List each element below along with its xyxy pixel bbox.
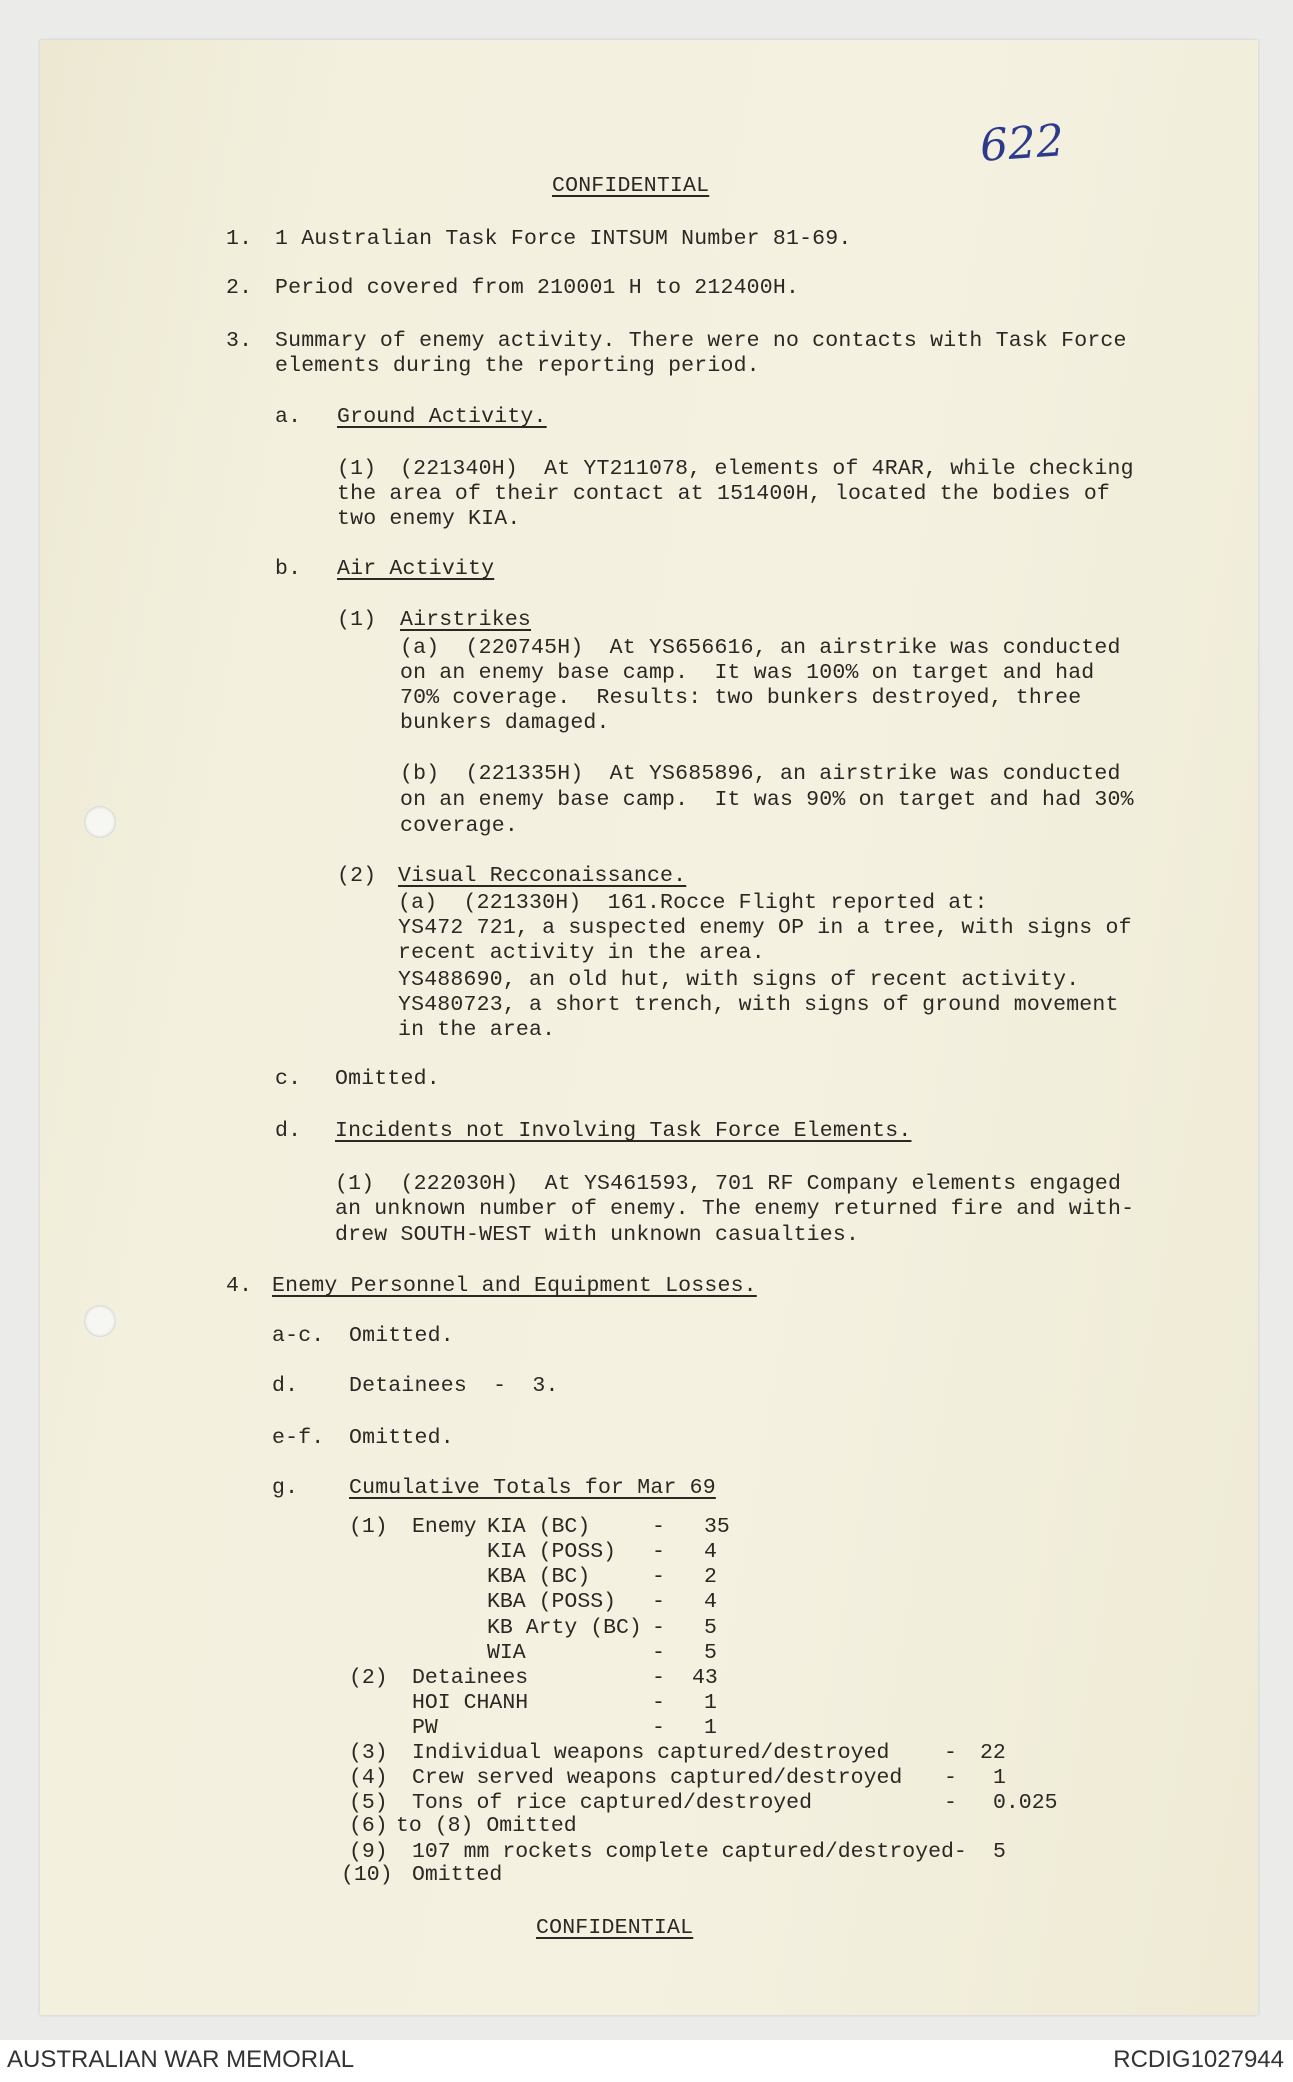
section-a-letter: a. [275,405,302,429]
classification-footer: CONFIDENTIAL [536,1916,694,1940]
totals-row-number: (5) [349,1791,388,1815]
airstrikes-title: Airstrikes [400,608,532,632]
totals-row-dash: - [652,1590,665,1614]
recce-number: (2) [337,864,377,888]
airstrike-b-line: (b) (221335H) At YS685896, an airstrike was conducted [400,762,1121,786]
totals-row-dash: - [652,1691,665,1715]
para-3-line: Summary of enemy activity. There were no contacts with Task Force [275,329,1127,353]
totals-row-number: (9) [349,1840,388,1864]
totals-row-number: (10) [341,1863,393,1887]
totals-row-label: KIA (POSS) [487,1540,617,1564]
airstrikes-number: (1) [337,608,377,632]
section-d-line: (1) (222030H) At YS461593, 701 RF Company elements engaged [335,1172,1122,1196]
section-a-line: (221340H) At YT211078, elements of 4RAR, while checking [400,457,1134,481]
totals-row-value: 1 [993,1766,1006,1790]
totals-row-number: (4) [349,1766,388,1790]
para-4-title: Enemy Personnel and Equipment Losses. [272,1274,757,1298]
totals-row-group: Detainees [412,1666,529,1690]
totals-row-value: 5 [993,1840,1006,1864]
totals-row-value: 5 [704,1641,717,1665]
totals-row-value: 4 [704,1540,717,1564]
totals-row-number: (2) [349,1666,388,1690]
totals-row-value: 5 [704,1616,717,1640]
totals-row-value: 0.025 [993,1791,1058,1815]
totals-row-dash: - [944,1741,957,1765]
airstrike-b-line: on an enemy base camp. It was 90% on target and had 30% [400,788,1134,812]
totals-row-label: Tons of rice captured/destroyed [412,1791,812,1815]
totals-row-value: 22 [980,1741,1006,1765]
totals-row-number: (3) [349,1741,388,1765]
recce-line: YS480723, a short trench, with signs of ground movement [398,993,1119,1017]
totals-row-dash: - [944,1766,957,1790]
punch-hole [84,806,116,838]
totals-row-dash: - [652,1716,665,1740]
totals-row-number: (6) [349,1814,388,1838]
para-1-text: 1 Australian Task Force INTSUM Number 81-69. [275,227,852,251]
airstrike-a-line: 70% coverage. Results: two bunkers destroyed, three [400,686,1082,710]
recce-line: YS472 721, a suspected enemy OP in a tree, with signs of [398,916,1132,940]
totals-row-dash: - [652,1616,665,1640]
section-d-letter: d. [275,1119,302,1143]
para-4-g-letter: g. [272,1476,299,1500]
totals-row-value: 43 [692,1666,718,1690]
airstrike-a-line: bunkers damaged. [400,711,610,735]
totals-row-dash: - [652,1540,665,1564]
para-4-d-letter: d. [272,1374,299,1398]
punch-hole [84,1305,116,1337]
section-c-letter: c. [275,1067,302,1091]
section-a-line: the area of their contact at 151400H, located the bodies of [337,482,1111,506]
classification-header: CONFIDENTIAL [552,174,710,198]
para-2-number: 2. [226,276,253,300]
recce-line: YS488690, an old hut, with signs of recent activity. [398,968,1080,992]
section-d-line: drew SOUTH-WEST with unknown casualties. [335,1223,860,1247]
recce-line: in the area. [398,1018,556,1042]
airstrike-a-line: on an enemy base camp. It was 100% on target and had [400,661,1095,685]
totals-row-label: KBA (POSS) [487,1590,617,1614]
section-d-title: Incidents not Involving Task Force Elements. [335,1119,912,1143]
handwritten-page-number: 622 [978,115,1066,172]
totals-row-value: 2 [704,1565,717,1589]
totals-row-label: KBA (BC) [487,1565,591,1589]
para-1-number: 1. [226,227,253,251]
totals-row-group: HOI CHANH [412,1691,529,1715]
airstrike-b-line: coverage. [400,814,518,838]
totals-row-label: KIA (BC) [487,1515,591,1539]
para-4-d-text: Detainees - 3. [349,1374,559,1398]
recce-line: recent activity in the area. [398,941,765,965]
para-4-ef-letter: e-f. [272,1426,325,1450]
para-4-ac-letter: a-c. [272,1324,325,1348]
section-c-text: Omitted. [335,1067,440,1091]
totals-row-label: to (8) Omitted [396,1814,577,1838]
section-a-title: Ground Activity. [337,405,547,429]
recce-title: Visual Recconaissance. [398,864,687,888]
para-4-ef-text: Omitted. [349,1426,454,1450]
totals-row-value: 4 [704,1590,717,1614]
para-4-number: 4. [226,1274,253,1298]
totals-row-label: Individual weapons captured/destroyed [412,1741,890,1765]
para-3-line: elements during the reporting period. [275,354,760,378]
section-a-item-number: (1) [337,457,377,481]
totals-row-label: KB Arty (BC) [487,1616,642,1640]
section-d-line: an unknown number of enemy. The enemy returned fire and with- [335,1197,1135,1221]
archive-name: AUSTRALIAN WAR MEMORIAL [7,2046,355,2073]
para-3-number: 3. [226,329,253,353]
para-2-text: Period covered from 210001 H to 212400H. [275,276,800,300]
recce-line: (a) (221330H) 161.Rocce Flight reported at: [398,891,988,915]
totals-row-group: PW [412,1716,438,1740]
archive-footer [0,2040,1293,2082]
para-4-g-title: Cumulative Totals for Mar 69 [349,1476,716,1500]
totals-row-value: 35 [704,1515,730,1539]
totals-row-value: 1 [704,1716,717,1740]
para-4-ac-text: Omitted. [349,1324,454,1348]
totals-row-dash: - [652,1641,665,1665]
totals-row-label: WIA [487,1641,526,1665]
totals-row-dash: - [944,1791,957,1815]
totals-row-label: 107 mm rockets complete captured/destroyed- [412,1840,967,1864]
totals-row-dash: - [652,1565,665,1589]
archive-id: RCDIG1027944 [1113,2046,1284,2073]
totals-row-number: (1) [349,1515,388,1539]
totals-row-dash: - [652,1666,665,1690]
totals-row-label: Crew served weapons captured/destroyed [412,1766,903,1790]
airstrike-a-line: (a) (220745H) At YS656616, an airstrike was conducted [400,636,1121,660]
totals-row-value: 1 [704,1691,717,1715]
section-b-title: Air Activity [337,557,495,581]
totals-row-dash: - [652,1515,665,1539]
section-a-line: two enemy KIA. [337,507,521,531]
totals-row-group: Enemy [412,1515,477,1539]
section-b-letter: b. [275,557,302,581]
totals-row-label: Omitted [412,1863,503,1887]
